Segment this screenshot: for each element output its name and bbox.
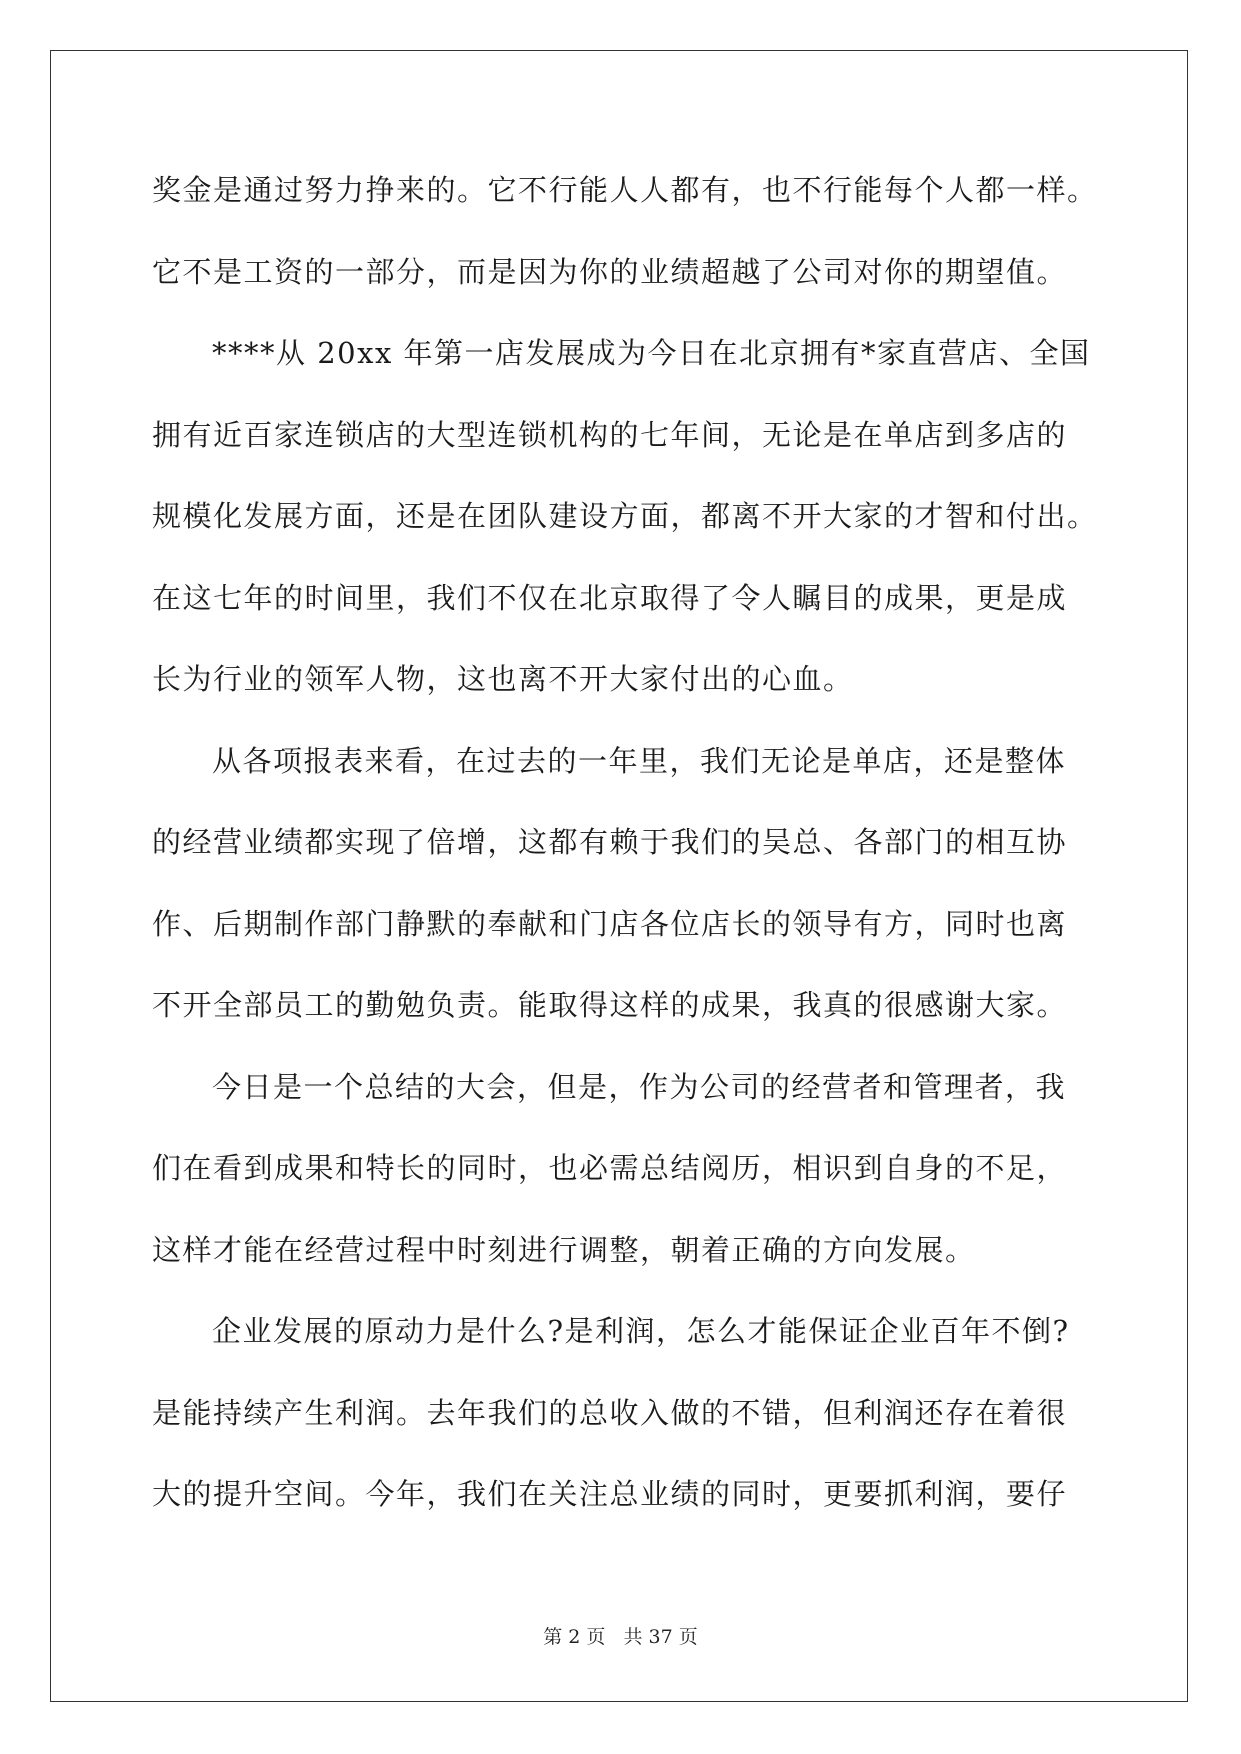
text-line: 拥有近百家连锁店的大型连锁机构的七年间，无论是在单店到多店的 (152, 417, 1068, 452)
text-line: 们在看到成果和特长的同时，也必需总结阅历，相识到自身的不足， (152, 1151, 1068, 1185)
text-line: 在这七年的时间里，我们不仅在北京取得了令人瞩目的成果，更是成 (152, 580, 1068, 615)
page-number: 第 2 页 (543, 1626, 606, 1648)
text-line: 它不是工资的一部分，而是因为你的业绩超越了公司对你的期望值。 (152, 254, 1068, 289)
paragraph-start-line: 企业发展的原动力是什么?是利润，怎么才能保证企业百年不倒? (212, 1314, 1070, 1348)
text-line: 这样才能在经营过程中时刻进行调整，朝着正确的方向发展。 (152, 1232, 976, 1267)
text-line: 奖金是通过努力挣来的。它不行能人人都有，也不行能每个人都一样。 (152, 173, 1098, 207)
page-footer (0, 1622, 1241, 1649)
text-line: 的经营业绩都实现了倍增，这都有赖于我们的吴总、各部门的相互协 (152, 825, 1068, 859)
text-line: 不开全部员工的勤勉负责。能取得这样的成果，我真的很感谢大家。 (152, 988, 1068, 1022)
text-line: 是能持续产生利润。去年我们的总收入做的不错，但利润还存在着很 (152, 1395, 1068, 1430)
paragraph-start-line: ****从 20xx 年第一店发展成为今日在北京拥有*家直营店、全国 (212, 336, 1091, 370)
text-line: 大的提升空间。今年，我们在关注总业绩的同时，更要抓利润，要仔 (152, 1477, 1068, 1511)
text-line: 作、后期制作部门静默的奉献和门店各位店长的领导有方，同时也离 (152, 906, 1068, 941)
paragraph-start-line: 从各项报表来看，在过去的一年里，我们无论是单店，还是整体 (212, 743, 1067, 778)
text-line: 长为行业的领军人物，这也离不开大家付出的心血。 (152, 662, 854, 696)
text-line: 规模化发展方面，还是在团队建设方面，都离不开大家的才智和付出。 (152, 499, 1098, 533)
paragraph-start-line: 今日是一个总结的大会，但是，作为公司的经营者和管理者，我 (212, 1069, 1067, 1104)
document-body (152, 150, 1098, 1536)
page-total: 共 37 页 (623, 1626, 698, 1648)
